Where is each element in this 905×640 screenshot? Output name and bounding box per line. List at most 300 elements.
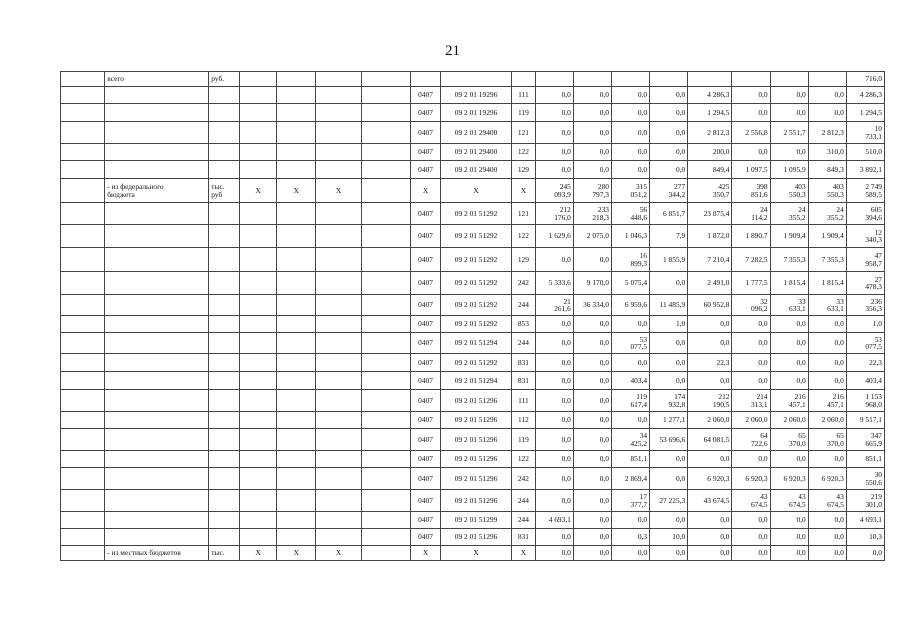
table-cell: 2 551,7	[770, 122, 808, 144]
table-cell: 244	[512, 490, 536, 512]
table-cell: X	[411, 546, 441, 561]
table-cell: 0407	[411, 390, 441, 412]
table-cell	[61, 468, 105, 490]
table-cell: 0,0	[535, 122, 573, 144]
table-cell	[240, 161, 277, 179]
table-cell: 10 733,1	[846, 122, 884, 144]
table-cell	[61, 451, 105, 468]
table-cell	[105, 490, 209, 512]
table-cell	[316, 529, 361, 546]
table-cell: 2 060,0	[770, 412, 808, 429]
table-cell	[277, 248, 316, 272]
table-cell: 849,3	[808, 161, 846, 179]
table-cell	[61, 203, 105, 225]
table-cell	[316, 316, 361, 333]
table-cell: 0,0	[573, 546, 611, 561]
table-cell	[105, 87, 209, 104]
table-row	[61, 161, 885, 179]
table-cell: 0,0	[573, 372, 611, 390]
table-cell: 0,0	[573, 144, 611, 161]
table-cell: 1 909,4	[770, 225, 808, 248]
table-cell: 0,0	[535, 490, 573, 512]
table-cell: 43 674,5	[808, 490, 846, 512]
table-cell: 0,0	[535, 429, 573, 451]
table-cell	[361, 272, 410, 295]
table-cell: 0,0	[688, 529, 732, 546]
table-cell	[316, 122, 361, 144]
table-cell	[277, 451, 316, 468]
table-cell	[209, 225, 240, 248]
table-cell	[277, 225, 316, 248]
table-row	[61, 512, 885, 529]
table-cell: 0,0	[611, 412, 649, 429]
table-row	[61, 451, 885, 468]
table-cell: 0,0	[770, 354, 808, 372]
table-cell	[361, 529, 410, 546]
table-cell	[611, 72, 649, 87]
table-cell: 0,0	[732, 529, 770, 546]
table-cell	[316, 272, 361, 295]
table-cell	[105, 295, 209, 316]
table-cell	[240, 468, 277, 490]
table-cell: 111	[512, 87, 536, 104]
table-cell: 111	[512, 390, 536, 412]
table-cell: 09 2 01 19296	[441, 104, 512, 122]
table-cell: 1,0	[650, 316, 688, 333]
table-cell	[277, 203, 316, 225]
table-cell	[105, 316, 209, 333]
table-cell: тыс.	[209, 546, 240, 561]
table-cell: 65 370,0	[770, 429, 808, 451]
table-cell	[361, 179, 410, 203]
table-cell	[209, 104, 240, 122]
table-cell: 0,0	[650, 272, 688, 295]
table-cell: 831	[512, 354, 536, 372]
table-cell	[240, 412, 277, 429]
table-row	[61, 354, 885, 372]
table-cell: 1 815,4	[808, 272, 846, 295]
table-cell: 0407	[411, 225, 441, 248]
table-cell: 403,4	[846, 372, 884, 390]
table-cell	[240, 272, 277, 295]
table-cell: 0,0	[573, 529, 611, 546]
table-cell	[61, 529, 105, 546]
table-cell	[808, 72, 846, 87]
table-cell: 216 457,1	[770, 390, 808, 412]
table-cell: 0,0	[732, 512, 770, 529]
table-cell	[209, 429, 240, 451]
table-cell	[209, 203, 240, 225]
table-cell: 0,0	[573, 333, 611, 354]
table-cell: 174 932,8	[650, 390, 688, 412]
table-cell: 0407	[411, 429, 441, 451]
table-cell: 398 851,6	[732, 179, 770, 203]
table-cell: 0,0	[808, 316, 846, 333]
table-cell: 851,1	[611, 451, 649, 468]
table-cell: 43 674,5	[770, 490, 808, 512]
table-cell: 0,0	[535, 87, 573, 104]
table-cell: 0,0	[808, 546, 846, 561]
table-cell: 0407	[411, 295, 441, 316]
table-cell	[361, 316, 410, 333]
table-cell	[277, 161, 316, 179]
table-cell: 0,0	[650, 468, 688, 490]
table-cell	[361, 372, 410, 390]
table-cell: 24 114,2	[732, 203, 770, 225]
table-cell: 56 448,6	[611, 203, 649, 225]
table-cell	[361, 512, 410, 529]
table-cell: 0,0	[732, 546, 770, 561]
table-cell: 119	[512, 429, 536, 451]
table-cell	[316, 412, 361, 429]
table-cell: X	[512, 546, 536, 561]
table-cell: 1 629,6	[535, 225, 573, 248]
table-cell: 3 892,1	[846, 161, 884, 179]
table-cell: 245 093,9	[535, 179, 573, 203]
table-row	[61, 295, 885, 316]
table-cell	[61, 122, 105, 144]
table-cell	[61, 546, 105, 561]
table-cell: 244	[512, 333, 536, 354]
table-cell: руб.	[209, 72, 240, 87]
table-cell	[277, 429, 316, 451]
table-cell: 2 812,3	[808, 122, 846, 144]
table-cell: 0,0	[688, 333, 732, 354]
table-cell	[361, 451, 410, 468]
table-cell: 851,1	[846, 451, 884, 468]
table-cell: 11 485,9	[650, 295, 688, 316]
table-cell	[105, 468, 209, 490]
table-cell: X	[411, 179, 441, 203]
table-cell	[61, 104, 105, 122]
table-cell	[61, 354, 105, 372]
table-cell: 1 294,5	[688, 104, 732, 122]
table-cell: 0,0	[535, 354, 573, 372]
table-cell: 315 051,2	[611, 179, 649, 203]
table-cell: 0,0	[808, 87, 846, 104]
table-cell: 0,3	[611, 529, 649, 546]
table-row	[61, 390, 885, 412]
table-cell: 0,0	[611, 546, 649, 561]
table-cell: 0,0	[688, 372, 732, 390]
table-cell: 0,0	[611, 144, 649, 161]
table-cell: 0,0	[688, 316, 732, 333]
table-cell: 27 225,3	[650, 490, 688, 512]
table-cell: 1 294,5	[846, 104, 884, 122]
table-cell	[316, 161, 361, 179]
table-cell: 24 355,2	[770, 203, 808, 225]
table-cell	[240, 72, 277, 87]
table-cell	[240, 354, 277, 372]
table-cell: 33 633,1	[808, 295, 846, 316]
table-cell: 0,0	[808, 104, 846, 122]
table-cell: 242	[512, 468, 536, 490]
table-cell	[61, 295, 105, 316]
table-cell	[361, 122, 410, 144]
table-cell	[240, 529, 277, 546]
table-cell	[61, 316, 105, 333]
table-cell: 1 777,5	[732, 272, 770, 295]
table-cell	[361, 87, 410, 104]
table-cell	[316, 248, 361, 272]
table-cell: 1 872,0	[688, 225, 732, 248]
table-cell: 0,0	[732, 354, 770, 372]
table-cell: 7 355,3	[770, 248, 808, 272]
table-cell: 1 909,4	[808, 225, 846, 248]
table-cell: 09 2 01 29400	[441, 122, 512, 144]
table-cell	[209, 316, 240, 333]
table-cell	[361, 295, 410, 316]
table-cell	[209, 144, 240, 161]
table-cell	[209, 468, 240, 490]
table-cell: 0,0	[650, 512, 688, 529]
table-cell: X	[512, 179, 536, 203]
table-cell	[277, 512, 316, 529]
table-cell: 242	[512, 272, 536, 295]
table-cell	[61, 333, 105, 354]
table-cell	[316, 390, 361, 412]
table-cell	[316, 295, 361, 316]
table-cell: 200,0	[688, 144, 732, 161]
table-row	[61, 72, 885, 87]
table-cell: 122	[512, 144, 536, 161]
table-cell	[277, 333, 316, 354]
table-cell: 1 890,7	[732, 225, 770, 248]
table-cell: 1 153 968,0	[846, 390, 884, 412]
table-cell	[512, 72, 536, 87]
table-cell	[209, 161, 240, 179]
table-cell: 09 2 01 29400	[441, 144, 512, 161]
table-cell: 2 060,0	[688, 412, 732, 429]
table-cell: 0,0	[808, 451, 846, 468]
table-cell: 1,0	[846, 316, 884, 333]
table-cell: 0,0	[535, 316, 573, 333]
table-cell: 347 665,9	[846, 429, 884, 451]
table-cell	[240, 333, 277, 354]
table-cell: 10,0	[650, 529, 688, 546]
table-cell	[361, 546, 410, 561]
table-cell	[105, 412, 209, 429]
table-cell	[240, 490, 277, 512]
table-row	[61, 272, 885, 295]
table-cell: 310,0	[808, 144, 846, 161]
table-cell	[361, 72, 410, 87]
table-cell: 0,0	[650, 372, 688, 390]
table-cell: 09 2 01 51296	[441, 529, 512, 546]
table-cell: X	[240, 179, 277, 203]
table-cell: 853	[512, 316, 536, 333]
table-cell: 0,0	[770, 144, 808, 161]
table-cell: 403 550,3	[770, 179, 808, 203]
table-cell	[277, 354, 316, 372]
table-cell	[361, 203, 410, 225]
table-cell	[240, 451, 277, 468]
table-cell: 0407	[411, 490, 441, 512]
table-cell	[105, 203, 209, 225]
table-cell	[277, 412, 316, 429]
table-cell: 6 920,3	[688, 468, 732, 490]
table-cell: 831	[512, 529, 536, 546]
table-cell	[277, 529, 316, 546]
table-cell: 121	[512, 203, 536, 225]
table-cell: 0,0	[770, 87, 808, 104]
table-cell: 53 696,6	[650, 429, 688, 451]
table-cell: 5 333,6	[535, 272, 573, 295]
table-cell	[61, 225, 105, 248]
table-row	[61, 179, 885, 203]
table-cell: 21 261,6	[535, 295, 573, 316]
table-cell: 36 334,0	[573, 295, 611, 316]
table-cell: X	[240, 546, 277, 561]
table-cell	[105, 333, 209, 354]
table-cell: 0,0	[535, 412, 573, 429]
table-cell: 9 517,1	[846, 412, 884, 429]
table-cell: 0407	[411, 333, 441, 354]
table-cell: 0407	[411, 316, 441, 333]
table-cell: 5 075,4	[611, 272, 649, 295]
table-cell: 0,0	[650, 451, 688, 468]
table-cell: 403 550,3	[808, 179, 846, 203]
table-cell: 0,0	[573, 512, 611, 529]
table-cell: 0,0	[732, 316, 770, 333]
table-cell	[277, 390, 316, 412]
table-cell: 10,3	[846, 529, 884, 546]
table-cell: 0407	[411, 512, 441, 529]
table-cell	[105, 122, 209, 144]
table-cell: 2 060,0	[732, 412, 770, 429]
table-cell: тыс. руб	[209, 179, 240, 203]
table-cell: 510,0	[846, 144, 884, 161]
table-cell: 0,0	[770, 529, 808, 546]
table-cell: 2 491,0	[688, 272, 732, 295]
table-cell	[105, 372, 209, 390]
table-cell: 2 749 589,5	[846, 179, 884, 203]
table-cell: 0,0	[611, 104, 649, 122]
table-cell: 0,0	[535, 468, 573, 490]
table-cell: 0,0	[732, 333, 770, 354]
table-cell: 0,0	[535, 144, 573, 161]
table-cell	[240, 248, 277, 272]
table-cell: 0407	[411, 248, 441, 272]
table-cell	[61, 412, 105, 429]
table-cell: 0,0	[535, 451, 573, 468]
table-cell: 6 959,6	[611, 295, 649, 316]
table-cell: 129	[512, 161, 536, 179]
table-cell: 09 2 01 51299	[441, 512, 512, 529]
table-cell: 0,0	[808, 529, 846, 546]
table-row	[61, 316, 885, 333]
table-cell: 216 457,1	[808, 390, 846, 412]
table-cell: 831	[512, 372, 536, 390]
budget-table	[60, 71, 885, 561]
table-cell: 0407	[411, 144, 441, 161]
table-cell	[61, 490, 105, 512]
table-row	[61, 372, 885, 390]
table-row	[61, 87, 885, 104]
table-cell	[277, 372, 316, 390]
table-cell: 60 952,8	[688, 295, 732, 316]
table-cell: 2 556,8	[732, 122, 770, 144]
table-cell: 0,0	[650, 333, 688, 354]
table-cell: 6 920,3	[770, 468, 808, 490]
table-cell: 22,3	[846, 354, 884, 372]
table-cell: - из местных бюджетов	[105, 546, 209, 561]
table-cell	[240, 390, 277, 412]
table-cell	[209, 333, 240, 354]
table-cell: 09 2 01 51296	[441, 451, 512, 468]
table-cell	[105, 225, 209, 248]
table-cell: 0,0	[573, 490, 611, 512]
table-cell	[240, 372, 277, 390]
table-cell: 64 081,5	[688, 429, 732, 451]
table-cell	[209, 122, 240, 144]
table-cell	[361, 104, 410, 122]
table-cell: 0,0	[770, 512, 808, 529]
table-row	[61, 333, 885, 354]
table-cell: 236 356,3	[846, 295, 884, 316]
table-cell: 0,0	[535, 161, 573, 179]
table-cell	[61, 372, 105, 390]
table-cell	[240, 429, 277, 451]
table-cell: 7 355,3	[808, 248, 846, 272]
table-cell: 53 077,5	[846, 333, 884, 354]
table-cell: 0,0	[573, 104, 611, 122]
table-row	[61, 429, 885, 451]
table-cell: 0407	[411, 272, 441, 295]
table-cell: 4 693,1	[535, 512, 573, 529]
table-cell	[361, 354, 410, 372]
table-cell	[361, 333, 410, 354]
table-row	[61, 412, 885, 429]
table-cell: 0,0	[535, 372, 573, 390]
table-cell	[316, 333, 361, 354]
table-cell: 7,9	[650, 225, 688, 248]
table-cell: 403,4	[611, 372, 649, 390]
table-cell: X	[277, 179, 316, 203]
table-cell	[361, 225, 410, 248]
table-cell: 0,0	[573, 87, 611, 104]
table-cell: 0,0	[535, 104, 573, 122]
table-cell: 09 2 01 51292	[441, 295, 512, 316]
table-cell	[316, 225, 361, 248]
table-cell: 34 425,2	[611, 429, 649, 451]
table-cell	[209, 529, 240, 546]
table-cell: 0,0	[535, 390, 573, 412]
table-row	[61, 122, 885, 144]
table-cell: 09 2 01 51294	[441, 333, 512, 354]
table-cell: 0407	[411, 161, 441, 179]
table-cell: 6 920,3	[732, 468, 770, 490]
table-cell: 425 350,7	[688, 179, 732, 203]
table-cell: 24 355,2	[808, 203, 846, 225]
table-cell	[240, 295, 277, 316]
table-cell: 09 2 01 51296	[441, 429, 512, 451]
table-cell: 0,0	[535, 546, 573, 561]
table-cell	[361, 412, 410, 429]
table-cell: 849,4	[688, 161, 732, 179]
table-cell: 0,0	[770, 372, 808, 390]
table-cell: 605 394,6	[846, 203, 884, 225]
table-cell: 22,3	[688, 354, 732, 372]
table-cell: 0407	[411, 468, 441, 490]
table-cell: 0,0	[770, 333, 808, 354]
table-cell	[61, 272, 105, 295]
table-cell	[316, 372, 361, 390]
table-cell	[105, 144, 209, 161]
table-cell	[316, 72, 361, 87]
table-cell	[105, 429, 209, 451]
table-cell	[61, 87, 105, 104]
